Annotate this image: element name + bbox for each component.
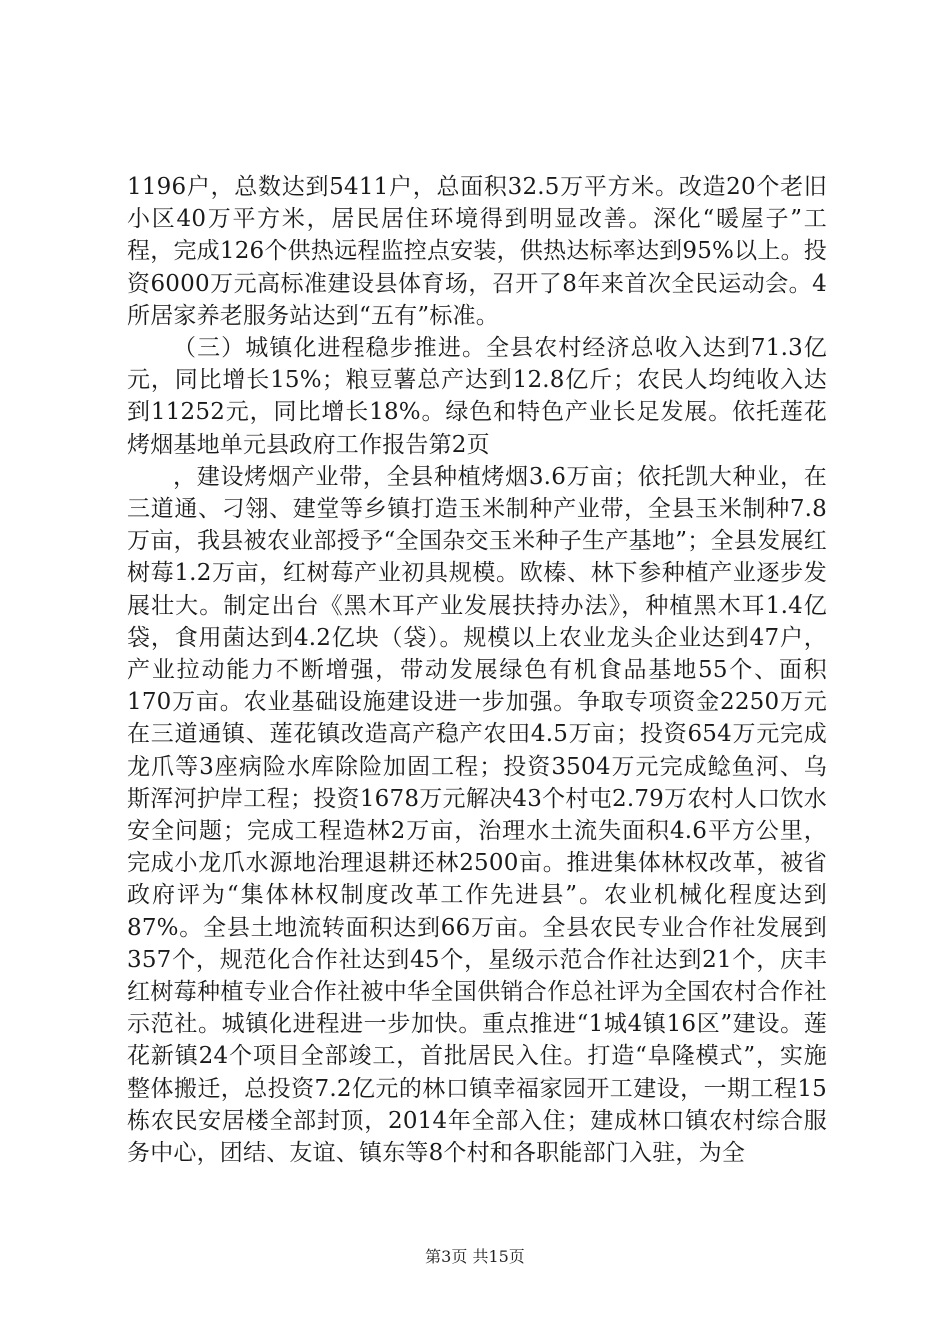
page-footer: 第3页 共15页 (425, 1247, 525, 1266)
paragraph-urbanization: （三）城镇化进程稳步推进。全县农村经济总收入达到71.3亿元，同比增长15%；粮豆薯总产达到12.8亿斤；农民人均纯收入达到11252元，同比增长18%。绿色和特色产业长足发展。依托莲花烤烟基地单元县政府工作报告第2页 (127, 335, 827, 458)
paragraph-agriculture: ，建设烤烟产业带，全县种植烤烟3.6万亩；依托凯大种业，在三道通、刁翎、建堂等乡镇打造玉米制种产业带，全县玉米制种7.8万亩，我县被农业部授予“全国杂交玉米种子生产基地”；全县发展红树莓1.2万亩，红树莓产业初具规模。欧榛、林下参种植产业逐步发展壮大。制定出台《黑木耳产业发展扶持办法》，种植黑木耳1.4亿袋，食用菌达到4.2亿块（袋）。规模以上农业龙头企业达到47户，产业拉动能力不断增强，带动发展绿色有机食品基地55个、面积170万亩。农业基础设施建设进一步加强。争取专项资金2250万元在三道通镇、莲花镇改造高产稳产农田4.5万亩；投资654万元完成龙爪等3座病险水库除险加固工程；投资3504万元完成鲶鱼河、乌斯浑河护岸工程；投资1678万元解决43个村屯2.79万农村人口饮水安全问题；完成工程造林2万亩，治理水土流失面积4.6平方公里，完成小龙爪水源地治理退耕还林2500亩。推进集体林权改革，被省政府评为“集体林权制度改革工作先进县”。农业机械化程度达到87%。全县土地流转面积达到66万亩。全县农民专业合作社发展到357个，规范化合作社达到45个，星级示范合作社达到21个，庆丰红树莓种植专业合作社被中华全国供销合作总社评为全国农村合作社示范社。城镇化进程进一步加快。重点推进“1城4镇16区”建设。莲花新镇24个项目全部竣工，首批居民入住。打造“阜隆模式”，实施整体搬迁，总投资7.2亿元的林口镇幸福家园开工建设，一期工程15栋农民安居楼全部封顶，2014年全部入住；建成林口镇农村综合服务中心，团结、友谊、镇东等8个村和各职能部门入驻，为全 (127, 463, 827, 1167)
paragraph-continuation: 1196户，总数达到5411户，总面积32.5万平方米。改造20个老旧小区40万平方米，居民居住环境得到明显改善。深化“暖屋子”工程，完成126个供热远程监控点安装，供热达标率达到95%以上。投资6000万元高标准建设县体育场，召开了8年来首次全民运动会。4所居家养老服务站达到“五有”标准。 (127, 174, 827, 329)
document-body (127, 171, 827, 1169)
